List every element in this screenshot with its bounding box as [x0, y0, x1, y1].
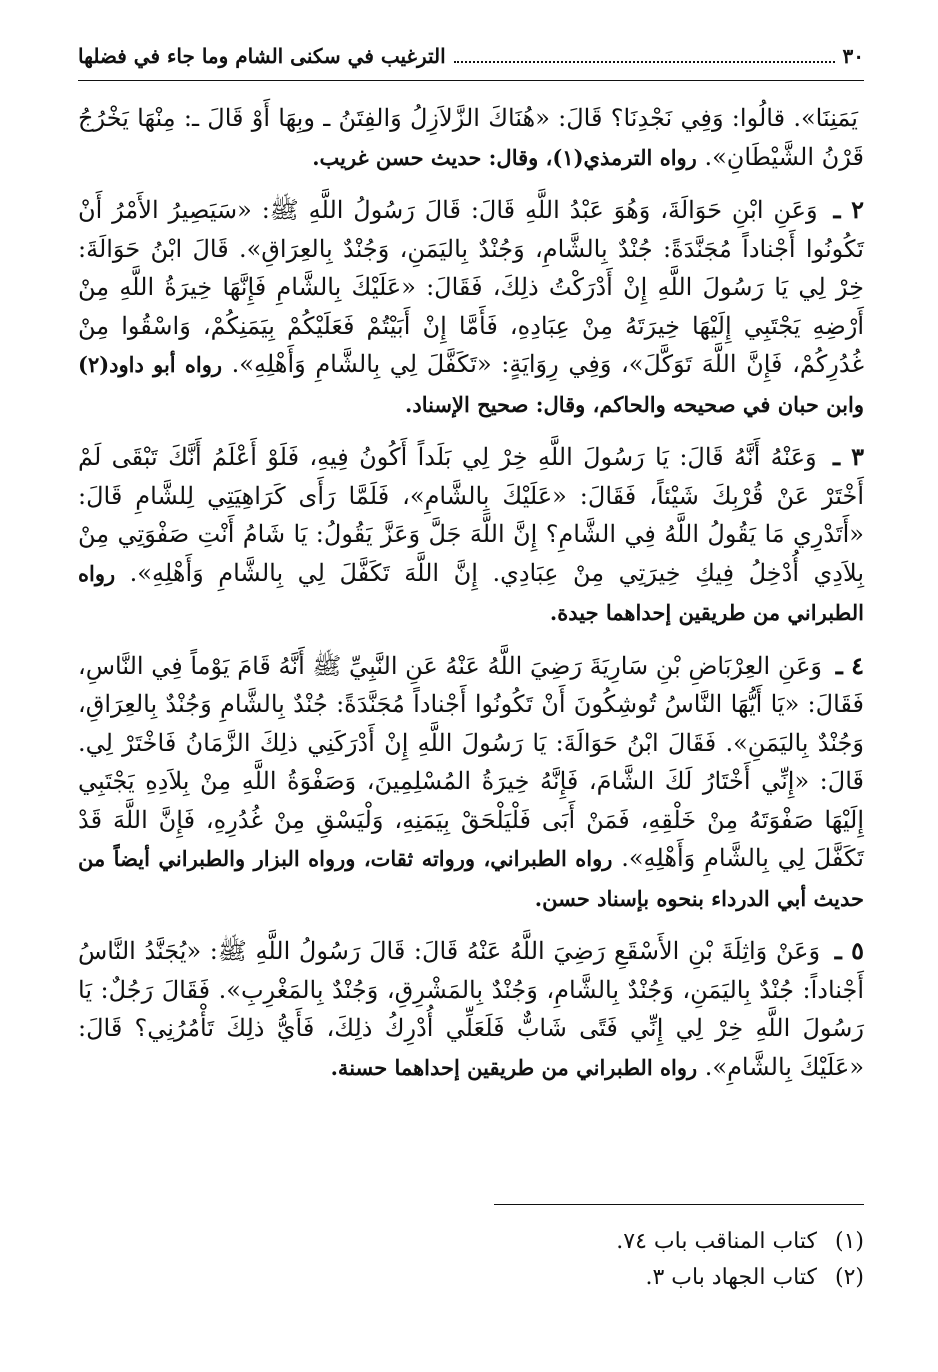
hadith-text: وَعَنْهُ أَنَّهُ قَالَ: يَا رَسُولَ اللَّهِ خِرْ لِي بَلَداً أَكُونُ فِيهِ، فَلَوْ أَعْلَمُ أَنَّكَ تَبْقَى لَمْ أَخْتَرْ عَنْ قُرْبِكَ شَيْئاً، فَقَالَ: «عَلَيْكَ بِالشَّامِ»، فَلَمَّا رَأَى كَرَاهِيَتِي لِلشَّامِ قَالَ: «أَتَدْرِي مَا يَقُولُ اللَّهُ فِي الشَّامِ؟ إِنَّ اللَّهَ جَلَّ وَعَزَّ يَقُولُ: يَا شَامُ أَنْتِ صَفْوَتِي مِنْ بِلاَدِي أُدْخِلُ فِيكِ خِيرَتِي مِنْ عِبَادِي. إِنَّ اللَّهَ تَكَفَّلَ لِي بِالشَّامِ وَأَهْلِهِ».: [78, 443, 864, 587]
hadith-source: رواه الترمذي(١)، وقال: حديث حسن غريب.: [312, 144, 697, 170]
footnote: [78, 1260, 864, 1296]
book-page: [78, 44, 864, 1344]
page-number: ٣٠: [842, 44, 864, 68]
hadith-text: وَعَنِ ابْنِ حَوَالَةَ، وَهُوَ عَبْدُ اللَّهِ قَالَ: قَالَ رَسُولُ اللَّهِ ﷺ: «سَيَصِيرُ الأَمْرُ أَنْ تَكُونُوا أَجْناداً مُجَنَّدَةً: جُنْدٌ بِالشَّامِ، وَجُنْدٌ بِاليَمَنِ، وَجُنْدٌ بِالعِرَاقِ». قَالَ ابْنُ حَوَالَةَ: خِرْ لِي يَا رَسُولَ اللَّهِ إِنْ أَدْرَكْتُ ذلِكَ، فَقَالَ: «عَلَيْكَ بِالشَّامِ فَإِنَّهَا خِيرَةُ اللَّهِ مِنْ أَرْضِهِ يَجْتَبِي إِلَيْهَا خِيرَتَهُ مِنْ عِبَادِهِ، فَأَمَّا إِنْ أَبَيْتُمْ فَعَلَيْكُمْ بِيَمَنِكُمْ، وَاسْقُوا مِنْ غُدُرِكُمْ، فَإِنَّ اللَّهَ تَوَكَّلَ»، وَفِي رِوَايَةٍ: «تَكَفَّلَ لِي بِالشَّامِ وَأَهْلِهِ».: [78, 196, 865, 378]
hadith-number: ٤ ـ: [835, 650, 864, 680]
footnotes: [78, 1224, 864, 1296]
hadith-number: ٥ ـ: [834, 936, 865, 965]
footnote-text: كتاب الجهاد باب ٣.: [645, 1265, 817, 1290]
hadith-source: رواه الطبراني من طريقين إحداهما حسنة.: [330, 1054, 698, 1080]
paragraph: [78, 191, 864, 424]
hadith-text: وَعَنْ وَاثِلَةَ بْنِ الأَسْقَعِ رَضِيَ اللَّهُ عَنْهُ قَالَ: قَالَ رَسُولُ اللَّهِ ﷺ: «يُجَنَّدُ النَّاسُ أَجْناداً: جُنْدٌ بِاليَمَنِ، وَجُنْدٌ بِالشَّامِ، وَجُنْدٌ بِالمَشْرِقِ، وَجُنْدٌ بِالمَغْرِبِ». فَقَالَ رَجُلٌ: يَا رَسُولَ اللَّهِ خِرْ لِي إِنِّي فَتًى شَابٌّ فَلَعَلِّي أُدْرِكُ ذلِكَ، فَأَيُّ ذلِكَ تَأْمُرُنِي؟ قَالَ: «عَلَيْكَ بِالشَّامِ».: [78, 937, 865, 1081]
hadith-text: يَمَنِنَا». قالُوا: وَفِي نَجْدِنَا؟ قَالَ: «هُنَاكَ الزَّلاَزِلُ وَالفِتَنُ ـ وبِهَا أَوْ قَالَ ـ: مِنْهَا يَخْرُجُ قَرْنُ الشَّيْطَانِ».: [78, 104, 864, 171]
paragraph: [78, 647, 864, 919]
header-leader-dots: [454, 61, 835, 63]
footnote-separator: [494, 1204, 864, 1205]
hadith-number: ٢ ـ: [833, 195, 864, 224]
hadith-text: وَعَنِ العِرْبَاضِ بْنِ سَارِيَةَ رَضِيَ اللَّهُ عَنْهُ عَنِ النَّبِيِّ ﷺ أَنَّهُ قَامَ يَوْماً فِي النَّاسِ، فَقَالَ: «يَا أَيُّهَا النَّاسُ تُوشِكُونَ أَنْ تَكُونُوا أَجْناداً مُجَنَّدَةً: جُنْدٌ بِالشَّامِ وَجُنْدٌ بِالعِرَاقِ، وَجُنْدٌ بِاليَمَنِ». فَقَالَ ابْنُ حَوَالَةَ: يَا رَسُولَ اللَّهِ إِنْ أَدْرَكَنِي ذلِكَ الزَّمَانُ فَاخْتَرْ لِي. قَالَ: «إِنِّي أَخْتَارُ لَكَ الشَّامَ، فَإِنَّهُ خِيرَةُ المُسْلِمِينَ، وَصَفْوَةُ اللَّهِ مِنْ بِلاَدِهِ يَجْتَبِي إِلَيْهَا صَفْوَتَهُ مِنْ خَلْقِهِ، فَمَنْ أَبَى فَلْيَلْحَقْ بِيَمَنِهِ، وَلْيَسْقِ مِنْ غُدُرِهِ، فَإِنَّ اللَّهَ قَدْ تَكَفَّلَ لِي بِالشَّامِ وَأَهْلِهِ».: [78, 651, 864, 872]
paragraph: [78, 99, 864, 177]
running-header: [78, 44, 864, 81]
footnote-mark: (٢): [834, 1265, 864, 1290]
footnote-mark: (١): [834, 1229, 864, 1254]
hadith-source: رواه أبو داود(٢) وابن حبان في صحيحه والحاكم، وقال: صحيح الإسناد.: [78, 352, 864, 417]
hadith-source: رواه الطبراني، ورواته ثقات، ورواه البزار والطبراني أيضاً من حديث أبي الدرداء بنحوه بإسناد حسن.: [78, 846, 864, 911]
hadith-source: رواه الطبراني من طريقين إحداهما جيدة.: [78, 560, 864, 625]
footnote-text: كتاب المناقب باب ٧٤.: [616, 1229, 817, 1254]
paragraph: [78, 932, 864, 1087]
running-title: الترغيب في سكنى الشام وما جاء في فضلها: [78, 44, 446, 68]
page-body: [78, 99, 864, 1087]
paragraph: [78, 438, 864, 633]
hadith-number: ٣ ـ: [832, 442, 864, 471]
footnote: [78, 1224, 864, 1260]
